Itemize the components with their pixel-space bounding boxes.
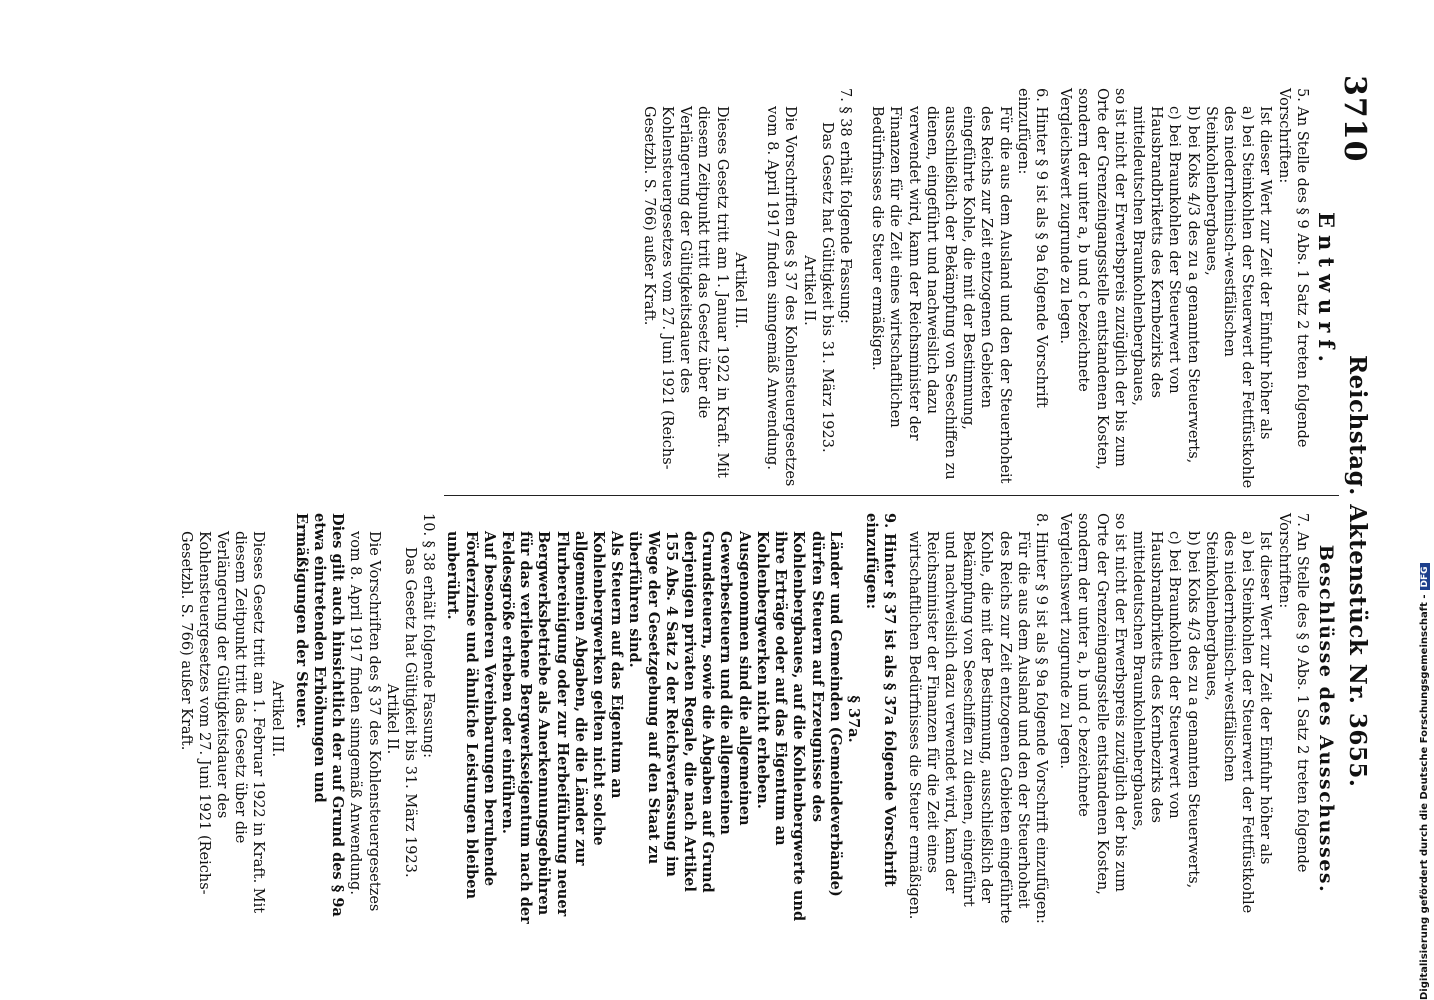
paragraph: Als Steuern auf das Eigentum an Kohlenbergwerken gelten nicht solche allgemeinen Abgaben, die die Länder zur Flurbereinigung oder zur Herbeiführung neuer Bergwerksbetriebe als Anerkennungsgebühren für das verliehene Bergwerkseigentum nach der Feldesgröße erheben oder einführen. bbox=[499, 531, 626, 924]
article-title: Artikel III. bbox=[731, 252, 748, 329]
paragraph: Länder und Gemeinden (Gemeindeverbände) dürfen Steuern auf Erzeugnisse des Kohlenbergbaues, auf die Kohlenbergwerte und ihre Erträge oder auf das Eigentum an Kohlenbergwerken nicht erheben. bbox=[753, 531, 844, 922]
list-item: a) bei Steinkohlen der Steuerwert der Fettfüstkohle des niederrheinisch-westfälischen Steinkohlenbergbaues, bbox=[1202, 106, 1256, 489]
list-item: c) bei Braunkohlen der Steuerwert von Hausbrandbriketts des Kernbezirks des mitteldeutschen Braunkohlenbergbaues, bbox=[1129, 531, 1183, 832]
paragraph: 10. § 38 erhält folgende Fassung: bbox=[420, 513, 437, 759]
paragraph: Dieses Gesetz tritt am 1. Februar 1922 in Kraft. Mit diesem Zeitpunkt tritt das Gesetz über die Verlängerung der Gültigkeitsdauer des Kohlensteuergesetzes vom 27. Juni 1921 (Reichs-Gesetzbl. S. 766) außer Kraft. bbox=[177, 531, 267, 914]
right-column-title: Beschlüsse des Ausschusses. bbox=[1315, 544, 1337, 894]
article-title: Artikel II. bbox=[800, 255, 817, 326]
paragraph: 9. Hinter § 37 ist als § 37a folgende Vorschrift einzufügen: bbox=[863, 513, 899, 887]
paragraph: Dieses Gesetz tritt am 1. Januar 1922 in Kraft. Mit diesem Zeitpunkt tritt das Gesetz über die Verlängerung der Gültigkeitsdauer des Kohlensteuergesetzes vom 27. Juni 1921 (Reichs-Gesetzbl. S. 766) außer Kraft. bbox=[640, 106, 730, 478]
paragraph: Auf besonderen Vereinbarungen beruhende Förderzinse und ähnliche Leistungen bleiben unberührt. bbox=[444, 531, 498, 900]
paragraph: Das Gesetz hat Gültigkeit bis 31. März 1923. bbox=[402, 547, 419, 878]
paragraph: Das Gesetz hat Gültigkeit bis 31. März 1923. bbox=[818, 122, 835, 453]
paragraph: so ist nicht der Erwerbspreis zuzüglich der bis zum Orte der Grenzeingangsstelle entstandenen Kosten, sondern der unter a, b und c bezeichnete Vergleichswert zugrunde zu legen. bbox=[1057, 513, 1128, 895]
article-title: Artikel III. bbox=[268, 680, 285, 758]
paragraph: 7. § 38 erhält folgende Fassung: bbox=[836, 88, 853, 324]
paragraph: Ist dieser Wert zur Zeit der Einfuhr höher als bbox=[1257, 531, 1274, 865]
list-item: b) bei Koks 4/3 des zu a genannten Steuerwerts, bbox=[1184, 106, 1201, 464]
paragraph: 8. Hinter § 9 ist als § 9a folgende Vorschrift einzufügen: bbox=[1032, 513, 1049, 924]
left-column-title: Entwurf. bbox=[1314, 212, 1339, 369]
page-header: Reichstag. Aktenstück Nr. 3655. bbox=[1344, 355, 1371, 788]
section-title: § 37a. bbox=[844, 695, 862, 743]
column-divider bbox=[444, 495, 1339, 496]
paragraph: so ist nicht der Erwerbspreis zuzüglich der bis zum Orte der Grenzeingangsstelle entstandenen Kosten, sondern der unter a, b und c bezeichnete Vergleichswert zugrunde zu legen. bbox=[1057, 88, 1128, 470]
paragraph: Dies gilt auch hinsichtlich der auf Grund des § 9a etwa eintretenden Erhöhungen und Ermäßigungen der Steuer. bbox=[292, 513, 347, 917]
digitization-credit bbox=[1419, 0, 1433, 1000]
paragraph: 5. An Stelle des § 9 Abs. 1 Satz 2 treten folgende Vorschriften: bbox=[1275, 88, 1310, 448]
paragraph: Ist dieser Wert zur Zeit der Einfuhr höher als bbox=[1257, 106, 1274, 440]
list-item: c) bei Braunkohlen der Steuerwert von Hausbrandbriketts des Kernbezirks des mitteldeutschen Braunkohlenbergbaues, bbox=[1129, 106, 1183, 407]
paragraph: Die Vorschriften des § 37 des Kohlensteuergesetzes vom 8. April 1917 finden sinngemäß Anwendung. bbox=[764, 106, 799, 487]
paragraph: Für die aus dem Ausland und den der Steuerhoheit des Reichs zur Zeit entzogenen Gebieten eingeführte Kohle, die mit der Bestimmung, ausschließlich der Bekämpfung von Seeschiffen zu dienen, eingeführt und nachweislich dazu verwendet wird, kann der Reichsminister der Finanzen für die Zeit eines wirtschaftlichen Bedürfnisses die Steuer ermäßigen. bbox=[905, 531, 1031, 924]
article-title: Artikel II. bbox=[383, 683, 400, 755]
left-column bbox=[640, 88, 1337, 493]
paragraph: Für die aus dem Ausland und den der Steuerhoheit des Reichs zur Zeit entzogenen Gebieten eingeführte Kohle, die mit der Bestimmung, ausschließlich der Bekämpfung von Seeschiffen zu dienen, eingeführt und nachweislich dazu verwendet wird, kann der Reichsminister der Finanzen für die Zeit eines wirtschaftlichen Bedürfnisses die Steuer ermäßigen. bbox=[869, 106, 1013, 484]
page-number: 3710 bbox=[1337, 75, 1372, 163]
paragraph: 7. An Stelle des § 9 Abs. 1 Satz 2 treten folgende Vorschriften: bbox=[1275, 513, 1310, 873]
list-item: a) bei Steinkohlen der Steuerwert der Fettfüstkohle des niederrheinisch-westfälischen Steinkohlenbergbaues, bbox=[1202, 531, 1256, 914]
paragraph: Ausgenommen sind die allgemeinen Gewerbesteuern und die allgemeinen Grundsteuern, sowie die Abgaben auf Grund derjenigen privaten Regale, die nach Artikel 155 Abs. 4 Satz 2 der Reichsverfassung im Wege der Gesetzgebung auf den Staat zu überführen sind. bbox=[626, 531, 753, 893]
credit-text: Digitalisierung gefördert durch die Deutsche Forschungsgemeinschaft - bbox=[1419, 594, 1430, 1000]
dfg-logo-icon: DFG bbox=[1420, 563, 1430, 590]
right-column bbox=[176, 513, 1337, 925]
list-item: b) bei Koks 4/3 des zu a genannten Steuerwerts, bbox=[1184, 531, 1201, 889]
paragraph: Die Vorschriften des § 37 des Kohlensteuergesetzes vom 8. April 1917 finden sinngemäß Anwendung. bbox=[347, 531, 382, 912]
paragraph: 6. Hinter § 9 ist als § 9a folgende Vorschrift einzufügen: bbox=[1014, 88, 1049, 408]
